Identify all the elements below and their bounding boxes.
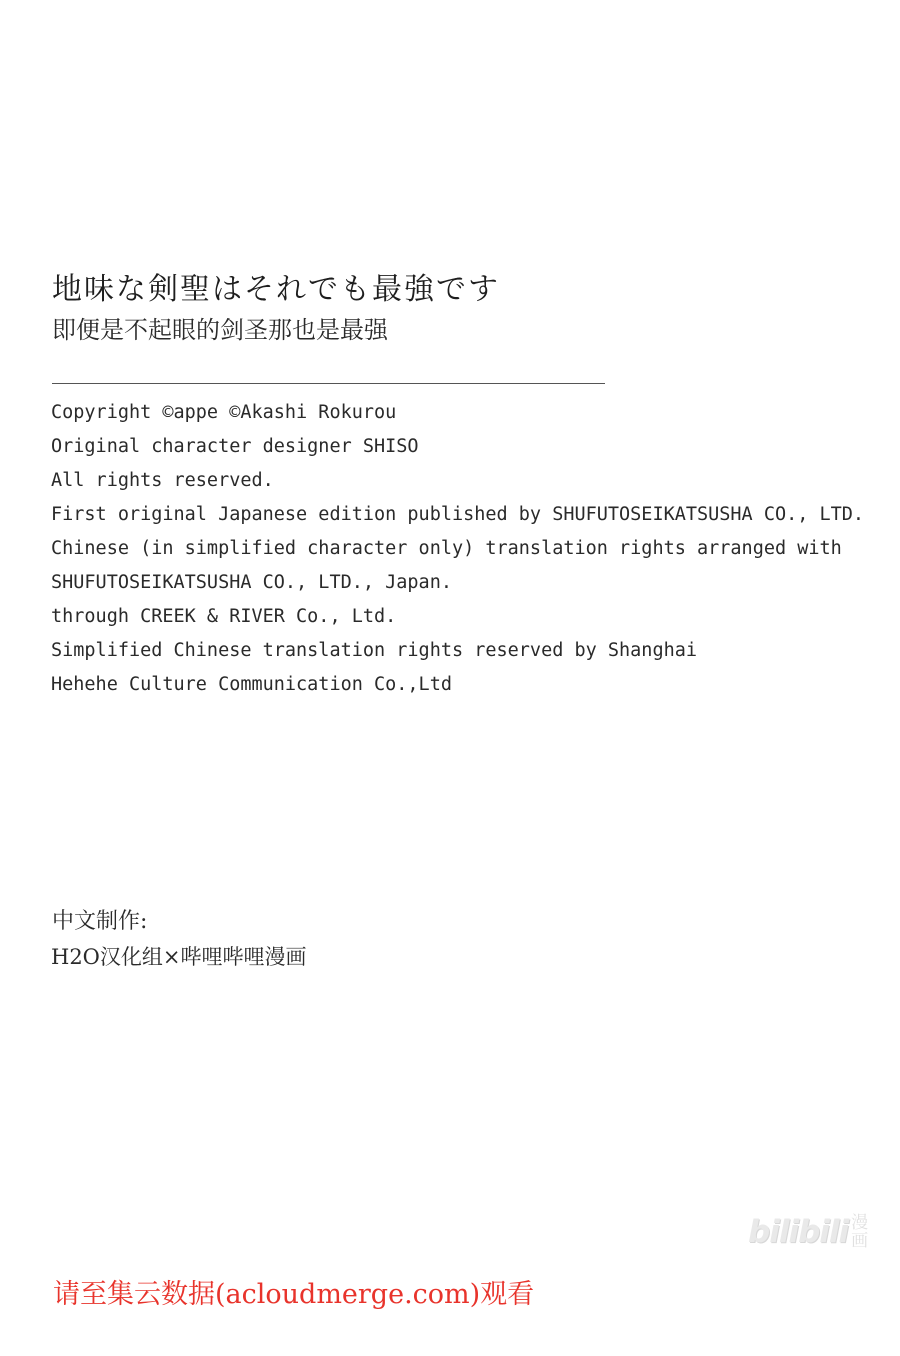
watermark-sub <box>851 1214 870 1250</box>
credit-line: through CREEK & RIVER Co., Ltd. <box>51 606 397 627</box>
credit-line: First original Japanese edition published by SHUFUTOSEIKATSUSHA CO., LTD. <box>51 504 865 525</box>
credit-line: All rights reserved. <box>51 470 274 491</box>
title-chinese: 即便是不起眼的剑圣那也是最强 <box>52 316 388 344</box>
copyright-credits <box>51 396 864 702</box>
credit-line: SHUFUTOSEIKATSUSHA CO., LTD., Japan. <box>51 572 452 593</box>
production-value: H2O汉化组×哔哩哔哩漫画 <box>51 945 307 969</box>
credit-line: Hehehe Culture Communication Co.,Ltd <box>51 674 452 695</box>
source-link[interactable]: 请至集云数据(acloudmerge.com)观看 <box>53 1279 535 1310</box>
production-label: 中文制作: <box>52 909 148 934</box>
credit-line: Original character designer SHISO <box>51 436 419 457</box>
watermark-sub-bottom: 画 <box>851 1231 869 1251</box>
credit-line: Chinese (in simplified character only) translation rights arranged with <box>51 538 842 559</box>
divider-line <box>52 383 605 384</box>
watermark-brand: bilibili <box>748 1214 849 1250</box>
title-japanese: 地味な剣聖はそれでも最強です <box>52 272 500 307</box>
credit-line: Copyright ©appe ©Akashi Rokurou <box>51 402 397 423</box>
bilibili-watermark-logo <box>748 1204 870 1250</box>
credit-line: Simplified Chinese translation rights reserved by Shanghai <box>51 640 698 661</box>
watermark-sub-top: 漫 <box>851 1213 869 1233</box>
